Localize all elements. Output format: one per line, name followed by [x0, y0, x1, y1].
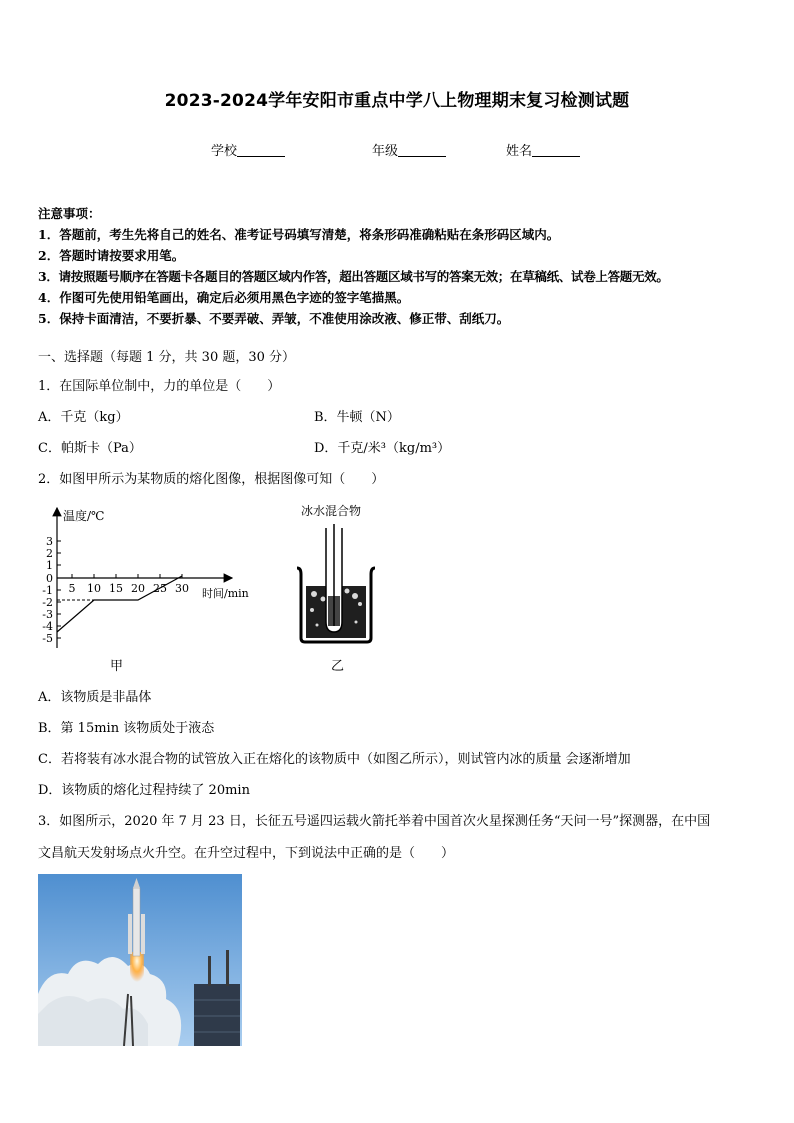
note-item: 4．作图可先使用铅笔画出，确定后必须用黑色字迹的签字笔描黑。 [38, 290, 410, 305]
school-label: 学校 [211, 144, 238, 159]
note-item: 3．请按照题号顺序在答题卡各题目的答题区域内作答，超出答题区域书写的答案无效；在草稿纸、试卷上答题无效。 [38, 269, 669, 284]
y-tick-label: -2 [42, 596, 53, 609]
notes-heading: 注意事项： [38, 206, 101, 221]
q1-option-d[interactable]: D．千克/米³（kg/m³） [314, 441, 451, 456]
name-blank [532, 144, 580, 157]
school-field[interactable] [211, 140, 285, 159]
beaker-figure [292, 500, 382, 650]
y-tick-label: 3 [46, 535, 53, 548]
x-tick-label: 20 [131, 582, 145, 595]
y-tick-label: -3 [42, 608, 53, 621]
q2-option-a[interactable]: A．该物质是非晶体 [38, 690, 152, 705]
rocket-launch-photo [38, 874, 242, 1046]
x-tick-label: 15 [109, 582, 123, 595]
q2-option-b[interactable]: B．第 15min 该物质处于液态 [38, 721, 215, 736]
note-item: 5．保持卡面清洁，不要折暴、不要弄破、弄皱，不准使用涂改液、修正带、刮纸刀。 [38, 311, 510, 326]
note-item: 1．答题前，考生先将自己的姓名、准考证号码填写清楚，将条形码准确粘贴在条形码区域内。 [38, 227, 560, 242]
q2-option-d[interactable]: D．该物质的熔化过程持续了 20min [38, 783, 250, 798]
y-tick-label: -1 [42, 584, 53, 597]
q1-stem: 1．在国际单位制中，力的单位是（ ） [38, 379, 281, 394]
grade-field[interactable] [372, 140, 446, 159]
q3-stem-line1: 3．如图所示，2020 年 7 月 23 日，长征五号遥四运载火箭托举着中国首次火星探测任务“天问一号”探测器，在中国 [38, 814, 711, 829]
x-tick-label: 5 [68, 582, 76, 595]
y-tick-label: 2 [46, 547, 53, 560]
name-field[interactable] [506, 140, 580, 159]
grade-blank [398, 144, 446, 157]
q1-option-b[interactable]: B．牛顿（N） [314, 410, 400, 425]
grade-label: 年级 [372, 144, 399, 159]
x-axis-label: 时间/min [202, 587, 249, 600]
y-tick-label: 1 [46, 559, 53, 572]
tube-label: 冰水混合物 [301, 504, 362, 518]
q2-stem: 2．如图甲所示为某物质的熔化图像，根据图像可知（ ） [38, 472, 385, 487]
melting-graph [36, 500, 266, 675]
x-tick-label: 30 [175, 582, 189, 595]
notes-block [38, 203, 768, 329]
section-heading: 一、选择题（每题 1 分，共 30 题，30 分） [38, 350, 296, 365]
y-tick-label: -4 [42, 620, 53, 633]
y-tick-label: 0 [46, 572, 53, 585]
school-blank [237, 144, 285, 157]
figure-label-yi: 乙 [331, 659, 345, 674]
figure-label-jia: 甲 [110, 659, 124, 674]
name-label: 姓名 [506, 144, 533, 159]
page-title: 2023-2024学年安阳市重点中学八上物理期末复习检测试题 [164, 91, 630, 111]
q1-option-a[interactable]: A．千克（kg） [38, 410, 129, 425]
q1-option-c[interactable]: C．帕斯卡（Pa） [38, 441, 142, 456]
x-tick-label: 10 [87, 582, 101, 595]
x-tick-label: 25 [153, 582, 167, 595]
y-axis-label: 温度/℃ [63, 509, 105, 523]
y-tick-label: -5 [42, 632, 53, 645]
q3-stem-line2: 文昌航天发射场点火升空。在升空过程中，下到说法中正确的是（ ） [38, 846, 455, 861]
q2-option-c[interactable]: C．若将装有冰水混合物的试管放入正在熔化的该物质中（如图乙所示），则试管内冰的质量 会逐渐增加 [38, 752, 631, 767]
note-item: 2．答题时请按要求用笔。 [38, 248, 185, 263]
